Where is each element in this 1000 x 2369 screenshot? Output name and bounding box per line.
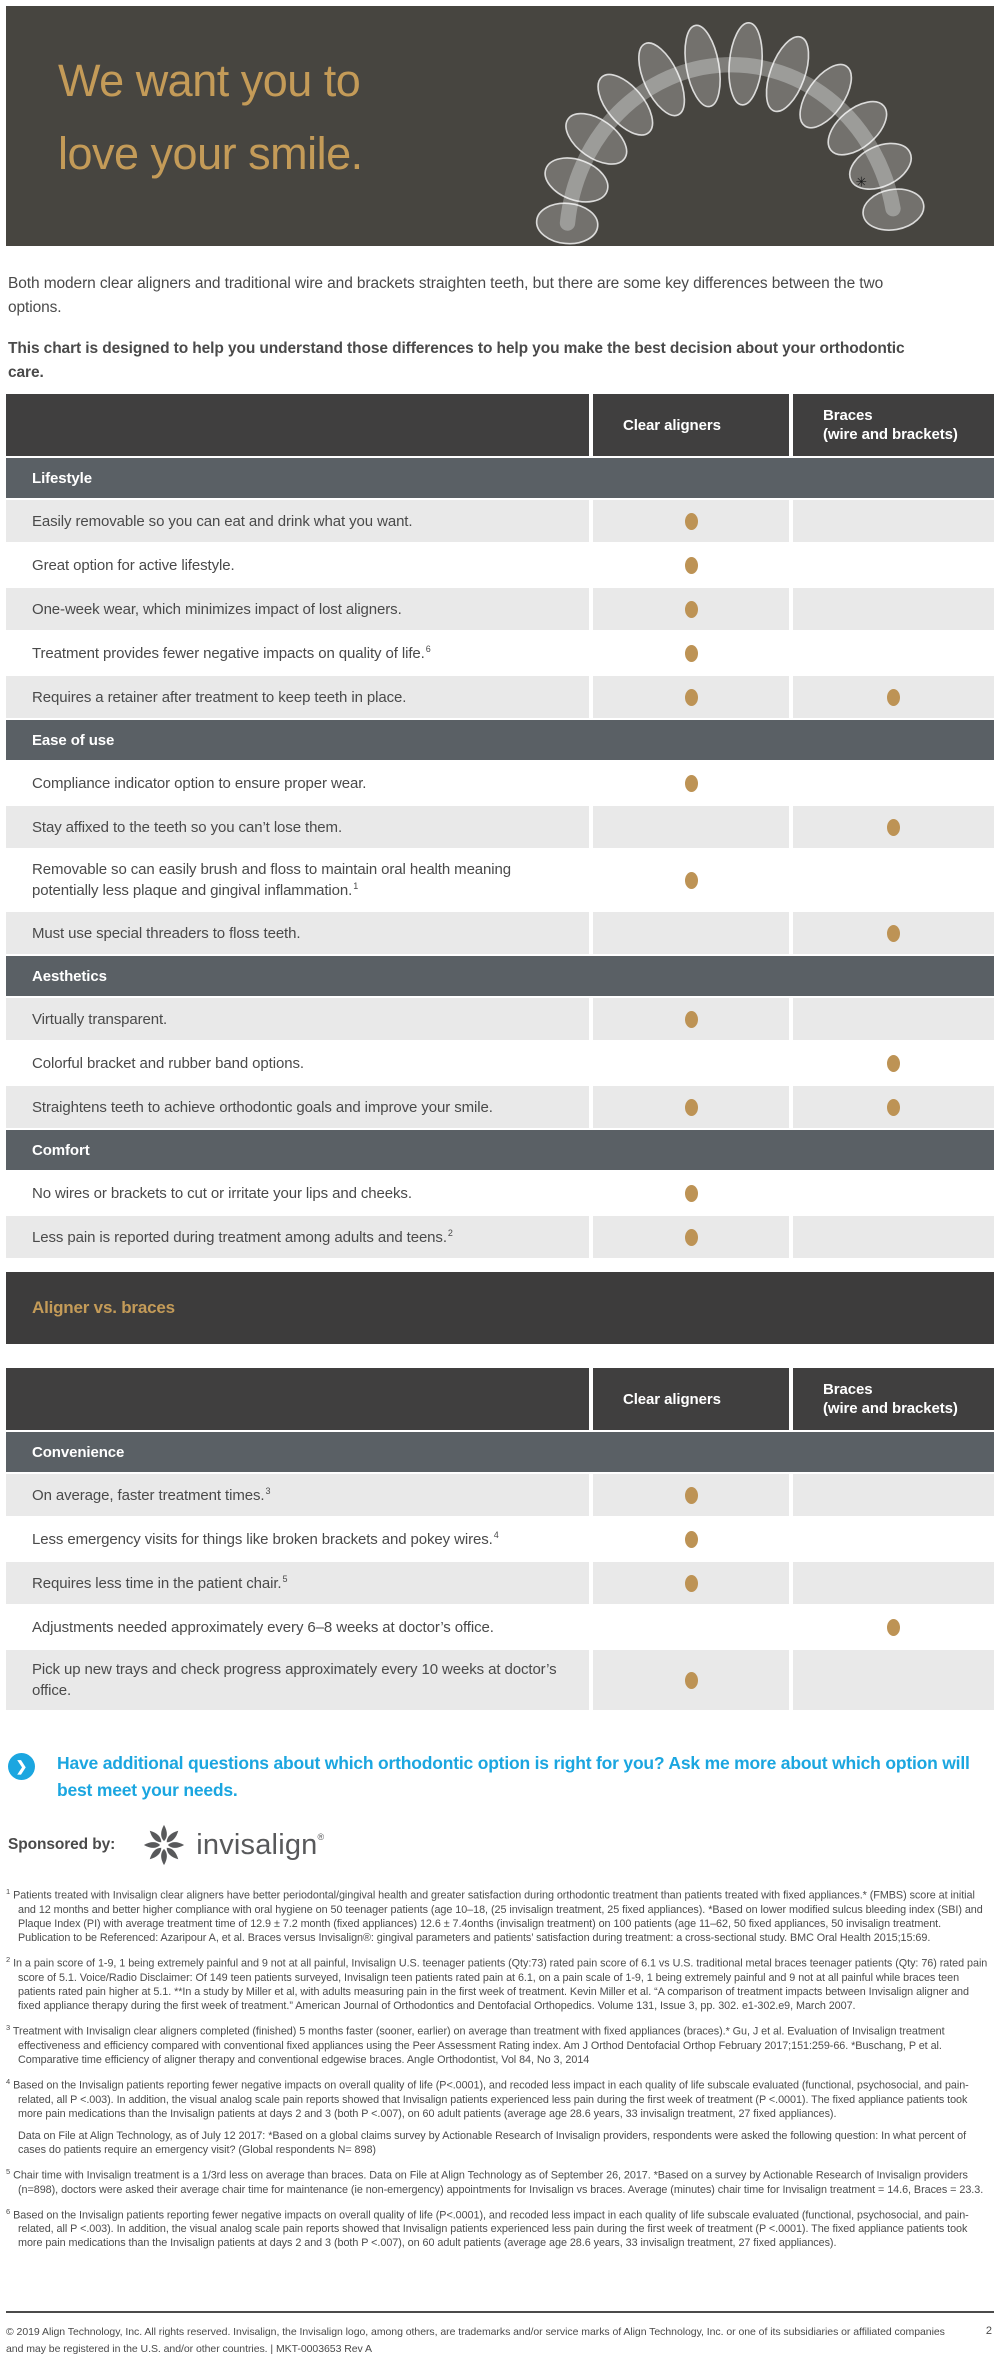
comparison-table-1-header xyxy=(6,394,994,456)
row-label: Less pain is reported during treatment among adults and teens.$^2$ xyxy=(6,1216,589,1258)
braces-cell xyxy=(793,850,994,910)
footnote-4-continuation: Data on File at Align Technology, as of July 12 2017: *Based on a global claims survey by Actionable Research of Invisalign providers, respondents were asked the following question: In what percent of cases do patients require an emergency visit? (Global respondents N= 898) xyxy=(18,2129,967,2156)
header-spacer-cell xyxy=(6,394,589,456)
aligner-vs-braces-banner: Aligner vs. braces xyxy=(6,1272,994,1344)
gold-dot xyxy=(685,645,698,662)
clear-aligners-cell xyxy=(593,1518,789,1560)
table-row xyxy=(6,1562,994,1604)
row-label: Virtually transparent. xyxy=(6,998,589,1040)
table-row xyxy=(6,676,994,718)
row-label: Straightens teeth to achieve orthodontic goals and improve your smile. xyxy=(6,1086,589,1128)
clear-aligners-cell xyxy=(593,1216,789,1258)
gold-dot xyxy=(685,513,698,530)
row-label: Requires a retainer after treatment to keep teeth in place. xyxy=(6,676,589,718)
gold-dot xyxy=(685,872,698,889)
braces-cell xyxy=(793,544,994,586)
braces-cell xyxy=(793,632,994,674)
braces-cell xyxy=(793,998,994,1040)
row-label: One-week wear, which minimizes impact of lost aligners. xyxy=(6,588,589,630)
table-row xyxy=(6,1518,994,1560)
gold-dot xyxy=(685,775,698,792)
section-header-ease-of-use: Ease of use xyxy=(6,720,994,760)
clear-aligners-cell xyxy=(593,1086,789,1128)
arrow-circle-icon: ❯ xyxy=(8,1753,35,1780)
table-row xyxy=(6,500,994,542)
row-label: Adjustments needed approximately every 6–8 weeks at doctor’s office. xyxy=(6,1606,589,1648)
clear-aligners-cell xyxy=(593,1562,789,1604)
section-header-aesthetics: Aesthetics xyxy=(6,956,994,996)
braces-cell xyxy=(793,500,994,542)
gold-dot xyxy=(685,1672,698,1689)
footer-divider xyxy=(6,2311,994,2313)
row-label: Treatment provides fewer negative impacts on quality of life.$^6$ xyxy=(6,632,589,674)
gold-dot xyxy=(685,557,698,574)
clear-aligners-cell xyxy=(593,676,789,718)
braces-cell xyxy=(793,1562,994,1604)
table-row xyxy=(6,544,994,586)
gold-dot xyxy=(685,1099,698,1116)
comparison-table-1 xyxy=(6,458,994,1258)
column-braces: Braces (wire and brackets) xyxy=(793,1368,994,1430)
row-label: On average, faster treatment times.$^3$ xyxy=(6,1474,589,1516)
clear-aligner-image xyxy=(516,22,956,247)
table-row xyxy=(6,1474,994,1516)
braces-cell xyxy=(793,806,994,848)
footnote-5: $^5$ Chair time with Invisalign treatment is a 1/3rd less on average than braces. Data on File at Align Technology as of September 26, 2017. *Based on a survey by Actionable Research of Invisalign providers (n=898), doctors were asked their average chair time for maintenance (ie non-emergency) appointments for Invisalign vs braces. Average (minutes) chair time for Invisalign treatment = 14.6, Braces = 23.3. xyxy=(6,2166,984,2196)
footnote-3: $^3$ Treatment with Invisalign clear aligners completed (finished) 5 months faster (sooner, earlier) on average than treatment with fixed appliances (braces).* Gu, J et al. Evaluation of Invisalign treatment effectiveness and efficiency compared with conventional fixed appliances using the Peer Assessment Rating index. Am J Orthod Dentofacial Orthop February 2017;151:259-66. *Buschang, P et al. Comparative time efficiency of aligner therapy and conventional edgewise braces. Angle Orthodontist, Vol 84, No 3, 2014 xyxy=(6,2022,945,2066)
section-header-convenience: Convenience xyxy=(6,1432,994,1472)
table-row xyxy=(6,1606,994,1648)
row-label: Removable so can easily brush and floss to maintain oral health meaning potentially less plaque and gingival inflammation.$^1$ xyxy=(6,850,589,910)
table-row xyxy=(6,1650,994,1710)
row-label: Pick up new trays and check progress approximately every 10 weeks at doctor’s office. xyxy=(6,1650,589,1710)
clear-aligners-cell xyxy=(593,544,789,586)
clear-aligners-cell xyxy=(593,912,789,954)
clear-aligners-cell xyxy=(593,500,789,542)
clear-aligners-cell xyxy=(593,1650,789,1710)
section-header-comfort: Comfort xyxy=(6,1130,994,1170)
invisalign-wordmark: invisalign® xyxy=(196,1828,325,1861)
table-row xyxy=(6,806,994,848)
footnote-1: $^1$ Patients treated with Invisalign clear aligners have better periodontal/gingival health and greater satisfaction during orthodontic treatment than patients treated with fixed appliances.* (FMBS) score at initial and 12 months and better higher compliance with oral hygiene on 50 teenager patients (age 10–18, (25 invisalign treatment, 25 fixed appliances). *Based on lower modified sulcus bleeding index (SBI) and Plaque Index (PI) with average treatment time of 12.9 ± 7.2 month (fixed appliances) 12.6 ± 7.4onths (invisalign treatment) on 100 patients (age 11–62, 50 fixed appliances, 50 invisalign treatment. Publication to be Referenced: Azaripour A, et al. Braces versus Invisalign®: gingival parameters and patients’ satisfaction during treatment: a cross-sectional study. BMC Oral Health 2015;15:69. xyxy=(6,1887,983,1944)
table-row xyxy=(6,762,994,804)
table-row xyxy=(6,588,994,630)
row-label: Colorful bracket and rubber band options. xyxy=(6,1042,589,1084)
braces-cell xyxy=(793,1172,994,1214)
table-row xyxy=(6,1042,994,1084)
compliance-indicator-dot: ✳ xyxy=(855,174,867,190)
footnote-6: $^6$ Based on the Invisalign patients reporting fewer negative impacts on overall quality of life (P<.0001), and recoded less impact in each quality of life subscale evaluated (functional, psychosocial, and pain-related, all P <.003). In addition, the visual analog scale pain reports showed that Invisalign patients experienced less pain during the first week of treatment (P <.0001). The fixed appliance patients took more pain medications than the Invisalign patients at days 2 and 3 (both P <.007), on 60 adult patients (average age 28.6 years, 33 invisalign treatment, 27 fixed appliances). xyxy=(6,2206,969,2250)
row-label: Easily removable so you can eat and drink what you want. xyxy=(6,500,589,542)
braces-cell xyxy=(793,1474,994,1516)
table-row xyxy=(6,1216,994,1258)
gold-dot xyxy=(887,689,900,706)
gold-dot xyxy=(887,925,900,942)
braces-cell xyxy=(793,588,994,630)
row-label: Stay affixed to the teeth so you can’t lose them. xyxy=(6,806,589,848)
gold-dot xyxy=(685,1487,698,1504)
clear-aligners-cell xyxy=(593,998,789,1040)
cta xyxy=(6,1750,994,1804)
copyright-text: © 2019 Align Technology, Inc. All rights reserved. Invisalign, the Invisalign logo, among others, are trademarks and/or service marks of Align Technology, Inc. or one of its subsidiaries or affiliated companies and may be registered in the U.S. and/or other countries. | MKT-0003653 Rev A xyxy=(6,2326,945,2355)
gold-dot xyxy=(887,819,900,836)
gold-dot xyxy=(887,1099,900,1116)
clear-aligners-cell xyxy=(593,850,789,910)
row-label: Less emergency visits for things like broken brackets and pokey wires.$^4$ xyxy=(6,1518,589,1560)
gold-dot xyxy=(685,1531,698,1548)
gold-dot xyxy=(685,1011,698,1028)
footnote-4: $^4$ Based on the Invisalign patients reporting fewer negative impacts on overall quality of life (P<.0001), and recoded less impact in each quality of life subscale evaluated (functional, psychosocial, and pain-related, all P <.003). In addition, the visual analog scale pain reports showed that Invisalign patients experienced less pain during the first week of treatment (P <.0001). The fixed appliance patients took more pain medications than the Invisalign patients at days 2 and 3 (both P <.007), on 60 adult patients (average age 28.6 years, 33 invisalign treatment, 27 fixed appliances). xyxy=(6,2076,969,2120)
gold-dot xyxy=(685,1229,698,1246)
table-row xyxy=(6,1086,994,1128)
braces-cell xyxy=(793,676,994,718)
cta-text: Have additional questions about which orthodontic option is right for you? Ask me more about which option will best meet your needs. xyxy=(57,1753,970,1800)
gold-dot xyxy=(685,1185,698,1202)
clear-aligners-cell xyxy=(593,806,789,848)
footer xyxy=(6,2324,994,2357)
gold-dot xyxy=(685,601,698,618)
gold-dot xyxy=(887,1619,900,1636)
page-title xyxy=(58,44,363,190)
clear-aligners-cell xyxy=(593,1606,789,1648)
invisalign-starburst-icon xyxy=(141,1822,187,1868)
gold-dot xyxy=(685,689,698,706)
gold-dot xyxy=(685,1575,698,1592)
braces-cell xyxy=(793,762,994,804)
title-line-2: love your smile. xyxy=(58,128,363,179)
clear-aligners-cell xyxy=(593,632,789,674)
intro-emphasis-paragraph: This chart is designed to help you understand those differences to help you make the best decision about your orthodontic care. xyxy=(8,340,905,381)
table-row xyxy=(6,1172,994,1214)
gold-dot xyxy=(887,1055,900,1072)
braces-cell xyxy=(793,1650,994,1710)
sponsored-by-label: Sponsored by: xyxy=(8,1836,116,1853)
row-label: Great option for active lifestyle. xyxy=(6,544,589,586)
column-braces: Braces (wire and brackets) xyxy=(793,394,994,456)
table-row xyxy=(6,998,994,1040)
clear-aligners-cell xyxy=(593,1042,789,1084)
row-label: Must use special threaders to floss teeth. xyxy=(6,912,589,954)
page-number: 2 xyxy=(985,2325,992,2337)
braces-cell xyxy=(793,1042,994,1084)
column-clear-aligners: Clear aligners xyxy=(593,1368,789,1430)
braces-cell xyxy=(793,912,994,954)
clear-aligners-cell xyxy=(593,762,789,804)
table-row xyxy=(6,912,994,954)
footer-block xyxy=(6,2311,994,2357)
section-header-lifestyle: Lifestyle xyxy=(6,458,994,498)
row-label: Requires less time in the patient chair.$^5$ xyxy=(6,1562,589,1604)
title-line-1: We want you to xyxy=(58,55,361,106)
braces-cell xyxy=(793,1518,994,1560)
footnotes xyxy=(6,1885,994,2251)
braces-cell xyxy=(793,1606,994,1648)
sponsor-row xyxy=(6,1818,994,1872)
comparison-table-2 xyxy=(6,1432,994,1710)
table-row xyxy=(6,632,994,674)
clear-aligners-cell xyxy=(593,1474,789,1516)
column-clear-aligners: Clear aligners xyxy=(593,394,789,456)
hero-banner xyxy=(6,6,994,246)
clear-aligners-cell xyxy=(593,1172,789,1214)
row-label: No wires or brackets to cut or irritate your lips and cheeks. xyxy=(6,1172,589,1214)
footnote-2: $^2$ In a pain score of 1-9, 1 being extremely painful and 9 not at all painful, Invisalign U.S. teenager patients (Qty:73) rated pain score of 6.1 vs U.S. traditional metal braces teenager patients (Qty: 76) rated pain score of 5.1. Voice/Radio Disclaimer: Of 149 teen patients surveyed, Invisalign teen patients rated pain at 6.1, on a pain scale of 1-9, 1 being extremely painful and 9 not at all painful while braces teen patients rated pain higher at 5.1. **In a study by Miller et al, with adults measuring pain in the first week of treatment. Kevin Miller et al. “A comparison of treatment impacts between Invisalign aligner and fixed appliance therapy during the first week of treatment.” American Journal of Orthodontics and Dentofacial Orthopedics. Volume 131, Issue 3, pp. 302. e1-302.e9, March 2007. xyxy=(6,1954,988,2012)
braces-cell xyxy=(793,1086,994,1128)
table-row xyxy=(6,850,994,910)
braces-cell xyxy=(793,1216,994,1258)
intro-paragraph: Both modern clear aligners and traditional wire and brackets straighten teeth, but there are some key differences between the two options. xyxy=(8,275,884,316)
clear-aligners-cell xyxy=(593,588,789,630)
comparison-table-2-header xyxy=(6,1368,994,1430)
header-spacer-cell xyxy=(6,1368,589,1430)
row-label: Compliance indicator option to ensure proper wear. xyxy=(6,762,589,804)
